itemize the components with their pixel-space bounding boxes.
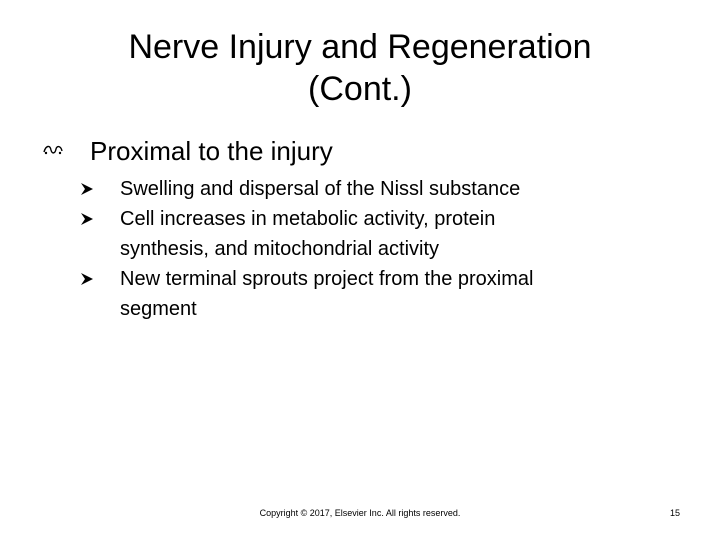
sub-bullet-line: Cell increases in metabolic activity, protein: [120, 208, 496, 230]
arrowhead-bullet-icon: [80, 212, 94, 226]
sub-bullet-line: Swelling and dispersal of the Nissl substance: [120, 178, 521, 200]
arrowhead-bullet-icon: [80, 272, 94, 286]
arrowhead-bullet-icon: [80, 182, 94, 196]
sub-bullet-line: synthesis, and mitochondrial activity: [120, 238, 440, 260]
sub-bullet-item: [80, 174, 660, 204]
ornamental-bullet-icon: [42, 143, 64, 157]
main-bullet-text: Proximal to the injury: [90, 136, 333, 166]
copyright-footer: Copyright © 2017, Elsevier Inc. All rights reserved.: [259, 508, 461, 518]
sub-bullet-line: New terminal sprouts project from the proximal: [120, 268, 534, 290]
sub-bullet-item: [80, 264, 660, 324]
slide-title: [60, 26, 660, 110]
slide-title-line-1: Nerve Injury and Regeneration: [128, 28, 592, 66]
page-number: 15: [669, 508, 680, 518]
sub-bullet-line: segment: [120, 298, 197, 320]
sub-bullet-item: [80, 204, 660, 264]
sub-bullet-list: [80, 174, 660, 324]
slide-title-line-2: (Cont.): [308, 70, 412, 108]
